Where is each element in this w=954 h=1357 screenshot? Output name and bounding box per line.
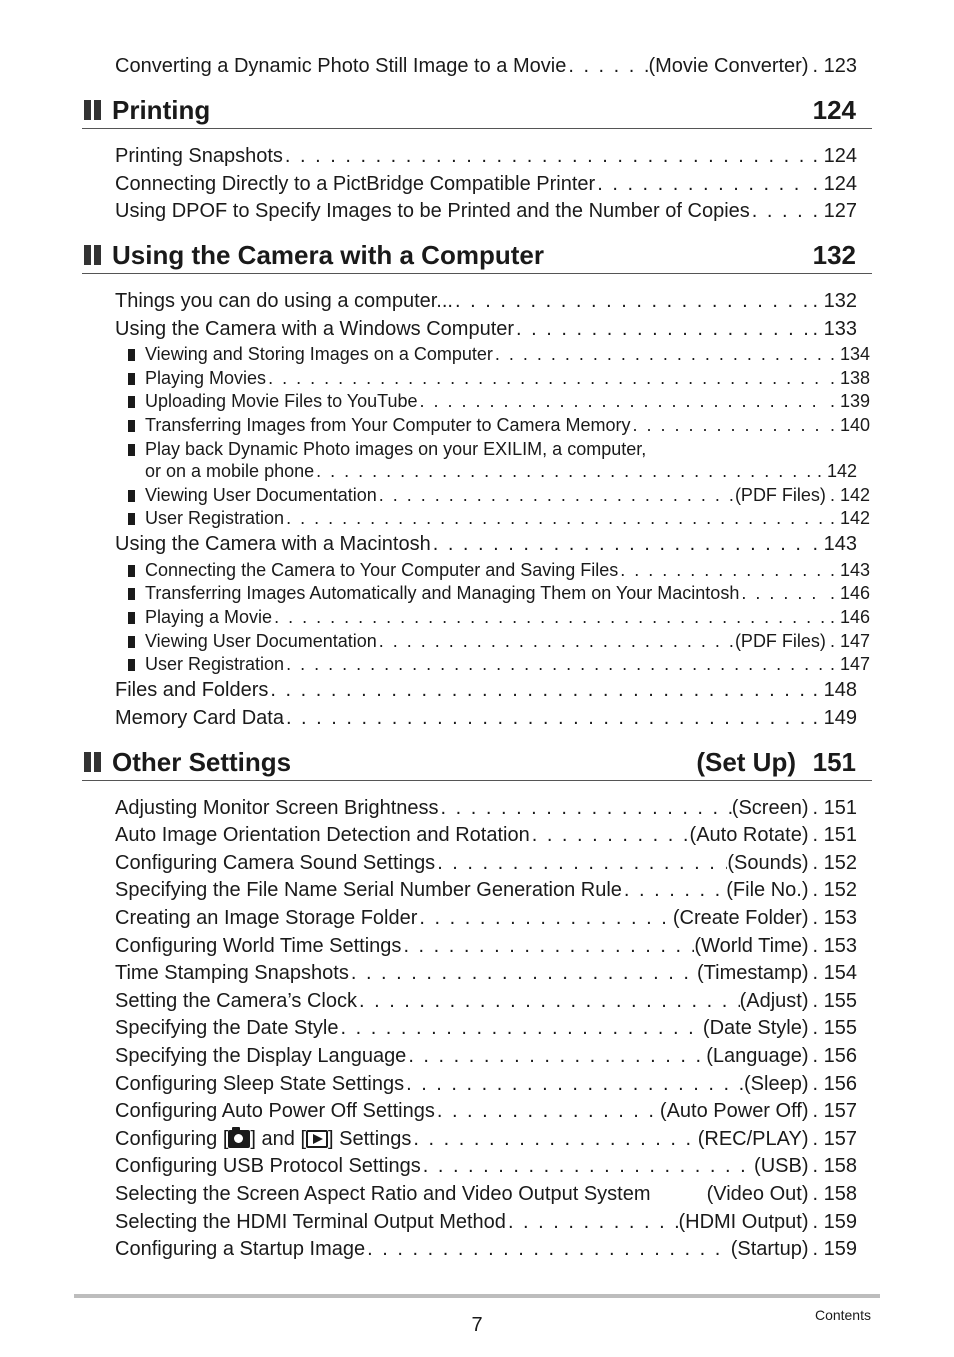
toc-entry[interactable]: Configuring Camera Sound Settings . . . (Sounds) . 152 [115,851,857,875]
toc-entry[interactable]: Files and Folders . . . . 148 [115,678,857,702]
bullet-icon [128,414,145,436]
toc-entry[interactable]: Specifying the Display Language . . . (Language) . 156 [115,1044,857,1068]
toc-entry[interactable]: Connecting Directly to a PictBridge Compatible Printer . . . . 124 [115,172,857,196]
bullet-icon [128,653,145,675]
toc-entry[interactable]: Selecting the HDMI Terminal Output Method . . . (HDMI Output) . 159 [115,1210,857,1234]
toc-entry[interactable]: Memory Card Data . . . . 149 [115,706,857,730]
section-header-computer[interactable]: Using the Camera with a Computer 132 [82,239,872,274]
section-marker-icon [84,100,102,120]
toc-entry-rec-play[interactable]: Configuring [ ] and [ ] Settings . . . (REC/PLAY) . 157 [115,1127,857,1151]
toc-entry[interactable]: Configuring Sleep State Settings . . . (Sleep) . 156 [115,1072,857,1096]
toc-entry[interactable]: Specifying the File Name Serial Number Generation Rule . . . (File No.) . 152 [115,878,857,902]
toc-entry[interactable]: Setting the Camera’s Clock . . . (Adjust) . 155 [115,989,857,1013]
toc-entry[interactable]: Things you can do using a computer... . . . . 132 [115,289,857,313]
toc-entry[interactable]: Auto Image Orientation Detection and Rotation . . . (Auto Rotate) . 151 [115,823,857,847]
toc-subentry[interactable]: Playing a Movie . . . . 146 [128,606,870,628]
footer-contents-link[interactable]: Contents [814,1307,871,1323]
toc-entry[interactable]: Creating an Image Storage Folder . . . (Create Folder) . 153 [115,906,857,930]
toc-subentry[interactable]: Viewing User Documentation . . . (PDF Files) . 142 [128,484,870,506]
toc-entry[interactable]: Using the Camera with a Windows Computer . . . . 133 [115,317,857,341]
toc-subentry[interactable]: Viewing and Storing Images on a Computer . . . . 134 [128,343,870,365]
toc-subentry[interactable]: Connecting the Camera to Your Computer and Saving Files . . . . 143 [128,559,870,581]
toc-entry[interactable]: Using the Camera with a Macintosh . . . . 143 [115,532,857,556]
toc-entry[interactable]: Configuring a Startup Image . . . (Startup) . 159 [115,1237,857,1261]
toc-subentry[interactable]: Uploading Movie Files to YouTube . . . . 139 [128,390,870,412]
bullet-icon [128,438,145,460]
bullet-icon [128,390,145,412]
section-marker-icon [84,752,102,772]
bullet-icon [128,507,145,529]
bullet-icon [128,630,145,652]
toc-entry[interactable]: Specifying the Date Style . . . (Date Style) . 155 [115,1016,857,1040]
section-header-printing[interactable]: Printing 124 [82,94,872,129]
toc-entry[interactable]: Configuring World Time Settings . . . (World Time) . 153 [115,934,857,958]
toc-entry[interactable]: Selecting the Screen Aspect Ratio and Video Output System (Video Out) . 158 [115,1182,857,1206]
bullet-icon [128,606,145,628]
toc-entry[interactable]: Configuring USB Protocol Settings . . . (USB) . 158 [115,1154,857,1178]
toc-entry[interactable]: Adjusting Monitor Screen Brightness . . . (Screen) . 151 [115,796,857,820]
bullet-icon [128,367,145,389]
toc-entry[interactable]: Using DPOF to Specify Images to be Printed and the Number of Copies . . . . 127 [115,199,857,223]
toc-subentry[interactable]: User Registration . . . . 142 [128,507,870,529]
footer-divider [74,1294,880,1298]
toc-subentry-continuation[interactable]: or on a mobile phone . . . . 142 [145,460,857,482]
bullet-icon [128,484,145,506]
toc-entry[interactable]: Configuring Auto Power Off Settings . . . (Auto Power Off) . 157 [115,1099,857,1123]
bullet-icon [128,582,145,604]
toc-entry[interactable]: Time Stamping Snapshots . . . (Timestamp) . 154 [115,961,857,985]
toc-entry-movie-converter[interactable]: Converting a Dynamic Photo Still Image to a Movie . . . (Movie Converter) . 123 [115,54,857,78]
toc-subentry[interactable]: Transferring Images from Your Computer to Camera Memory . . . . 140 [128,414,870,436]
toc-subentry[interactable]: Play back Dynamic Photo images on your EXILIM, a computer, [128,438,870,460]
play-icon [306,1130,328,1148]
toc-subentry[interactable]: Viewing User Documentation . . . (PDF Files) . 147 [128,630,870,652]
toc-subentry[interactable]: Transferring Images Automatically and Managing Them on Your Macintosh . . . . 146 [128,582,870,604]
toc-entry[interactable]: Printing Snapshots . . . . 124 [115,144,857,168]
bullet-icon [128,343,145,365]
toc-subentry[interactable]: User Registration . . . . 147 [128,653,870,675]
toc-subentry[interactable]: Playing Movies . . . . 138 [128,367,870,389]
section-marker-icon [84,245,102,265]
bullet-icon [128,559,145,581]
camera-icon [228,1130,250,1148]
page-number: 7 [471,1314,483,1336]
section-header-other-settings[interactable]: Other Settings (Set Up) 151 [82,746,872,781]
